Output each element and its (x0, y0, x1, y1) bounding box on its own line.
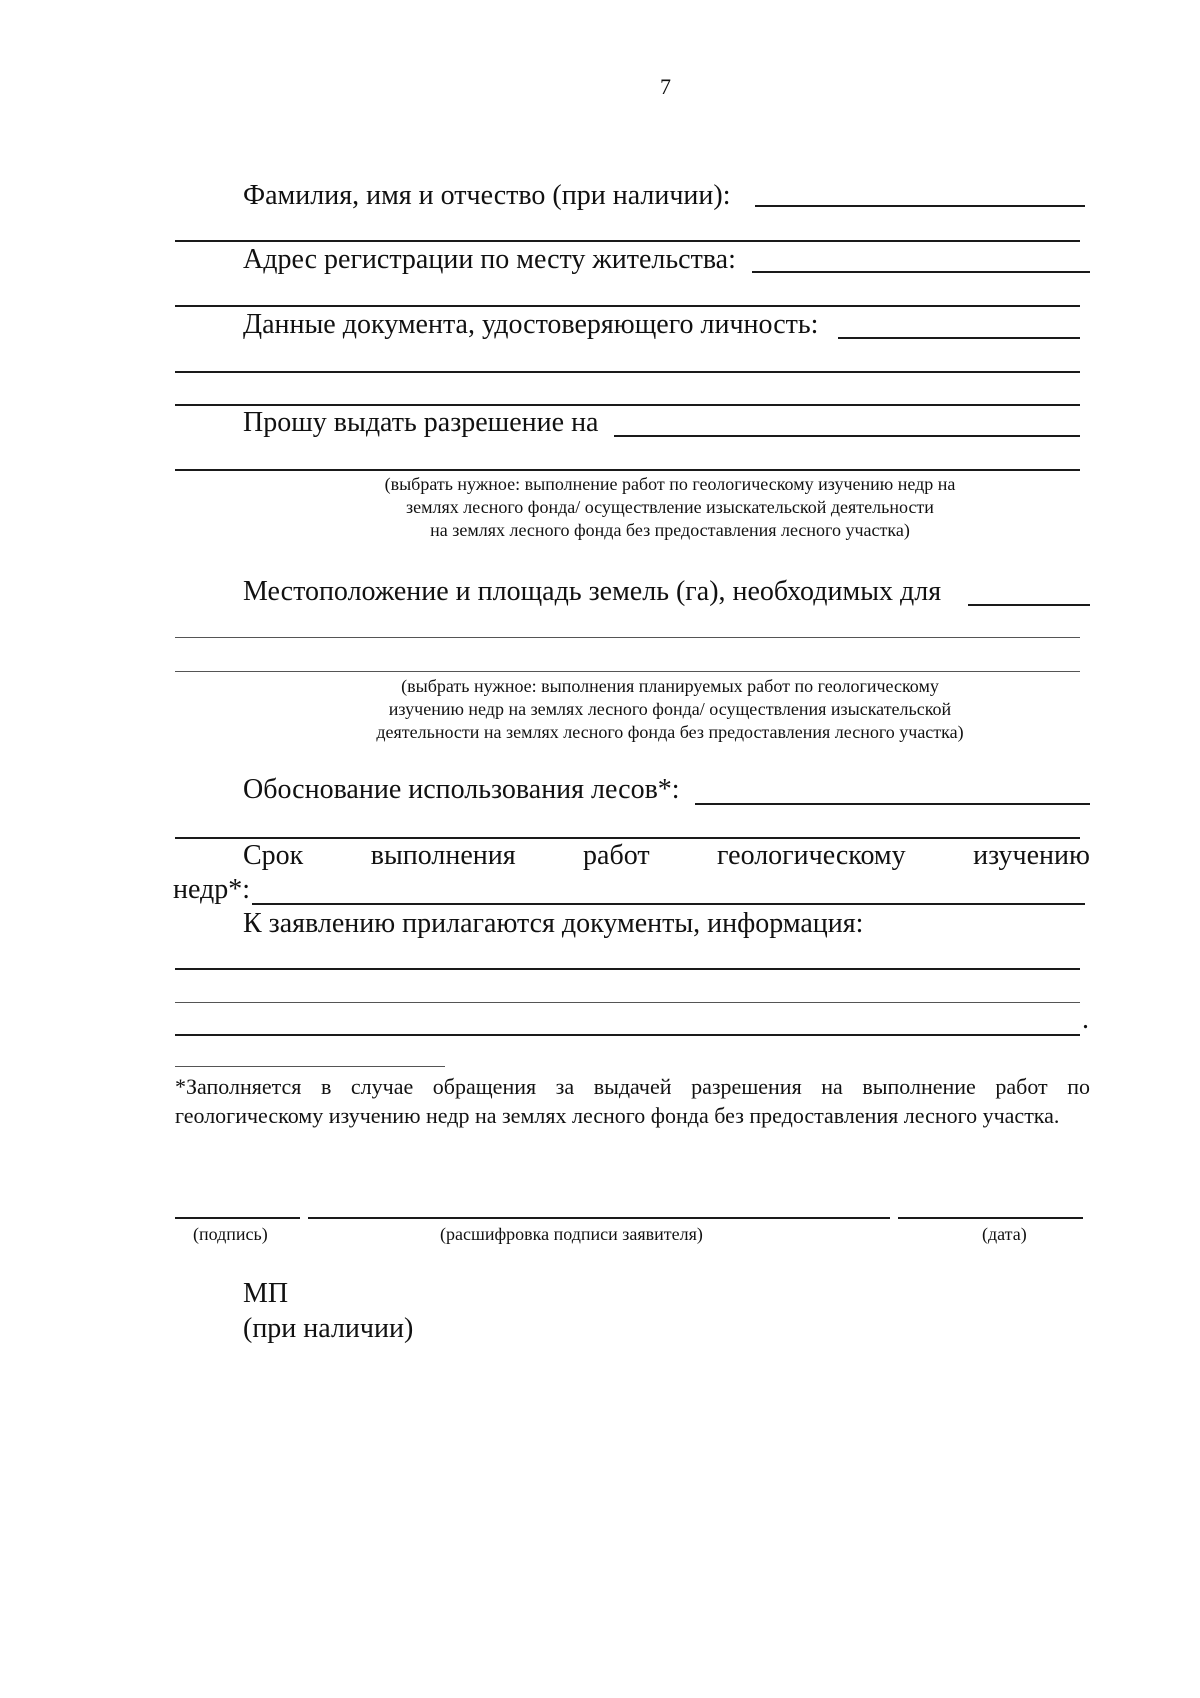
location-choice-line: деятельности на землях лесного фонда без предоставления лесного участка) (376, 722, 964, 742)
date-field[interactable] (898, 1217, 1083, 1219)
location-choice-line: (выбрать нужное: выполнения планируемых работ по геологическому (401, 676, 939, 696)
permit-request-field[interactable] (614, 435, 1080, 437)
permit-choice-line: на землях лесного фонда без предоставления лесного участка) (430, 520, 910, 540)
location-choice-note (300, 675, 1040, 744)
work-term-word: геологическому (717, 840, 906, 871)
permit-choice-note (300, 473, 1040, 542)
permit-request-field-line-2[interactable] (175, 469, 1080, 471)
address-label: Адрес регистрации по месту жительства: (243, 244, 736, 275)
location-area-field-line-2[interactable] (175, 637, 1080, 638)
full-name-label: Фамилия, имя и отчество (при наличии): (243, 180, 731, 211)
location-area-field-line-3[interactable] (175, 671, 1080, 672)
attachments-field-line-2[interactable] (175, 1002, 1080, 1003)
address-field[interactable] (752, 271, 1090, 273)
attachments-field-line-3[interactable] (175, 1034, 1080, 1036)
work-term-word: изучению (973, 840, 1090, 871)
work-term-field[interactable] (252, 903, 1085, 905)
attachments-label: К заявлению прилагаются документы, информация: (243, 908, 864, 939)
footnote-text: *Заполняется в случае обращения за выдачей разрешения на выполнение работ по геологическому изучению недр на землях лесного фонда без предоставления лесного участка. (175, 1074, 1090, 1128)
work-term-tail: недр*: (173, 874, 251, 905)
justification-field-line-2[interactable] (175, 837, 1080, 839)
justification-field[interactable] (695, 803, 1090, 805)
work-term-word: выполнения (370, 840, 516, 871)
work-term-word: Срок (243, 840, 304, 871)
signature-decode-field[interactable] (308, 1217, 890, 1219)
location-choice-line: изучению недр на землях лесного фонда/ осуществления изыскательской (388, 699, 952, 719)
footnote-separator (175, 1066, 445, 1067)
location-area-label: Местоположение и площадь земель (га), необходимых для (243, 576, 942, 607)
full-name-field-line-2[interactable] (175, 240, 1080, 242)
location-area-field[interactable] (968, 604, 1090, 606)
justification-label: Обоснование использования лесов*: (243, 774, 680, 805)
signature-field[interactable] (175, 1217, 300, 1219)
signature-decode-caption: (расшифровка подписи заявителя) (440, 1224, 703, 1244)
stamp-note: (при наличии) (243, 1313, 414, 1344)
page-number: 7 (660, 74, 671, 99)
address-field-line-2[interactable] (175, 305, 1080, 307)
id-document-field-line-3[interactable] (175, 404, 1080, 406)
permit-request-label: Прошу выдать разрешение на (243, 407, 599, 438)
work-term-label (243, 840, 1090, 872)
id-document-label: Данные документа, удостоверяющего личность: (243, 309, 819, 340)
stamp-label: МП (243, 1278, 289, 1309)
permit-choice-line: (выбрать нужное: выполнение работ по геологическому изучению недр на (384, 474, 956, 494)
attachments-field-line-1[interactable] (175, 968, 1080, 970)
id-document-field[interactable] (838, 337, 1080, 339)
permit-choice-line: землях лесного фонда/ осуществление изыскательской деятельности (406, 497, 934, 517)
date-caption: (дата) (982, 1224, 1027, 1244)
full-name-field[interactable] (755, 205, 1085, 207)
attachments-end-period: . (1082, 1004, 1089, 1035)
signature-caption: (подпись) (193, 1224, 268, 1244)
id-document-field-line-2[interactable] (175, 371, 1080, 373)
work-term-word: работ (583, 840, 650, 871)
